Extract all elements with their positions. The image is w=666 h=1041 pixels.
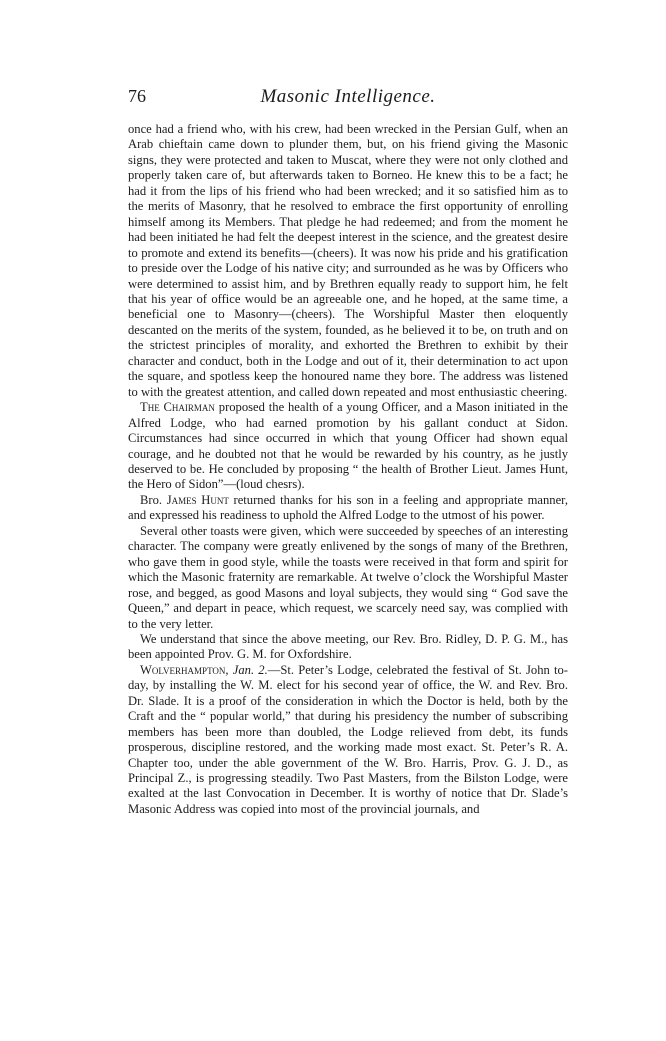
page-header [128,86,568,110]
title-prefix: Bro. [140,492,167,507]
page-number: 76 [128,86,146,106]
paragraph-text: —St. Peter’s Lodge, celebrated the festival of St. John to-day, by installing the W. M. elect for his second year of office, the W. and Rev. Bro. Dr. Slade. It is a proof of the consideration in which the Doctor is held, both by the Craft and the “ popular world,” that during his presidency the number of subscribing members has been more than doubled, the Lodge relieved from debt, its funds prosperous, discipline restored, and the working made most exact. St. Peter’s R. A. Chapter too, under the able government of the W. Bro. Harris, Prov. G. J. D., as Principal Z., is progressing steadily. Two Past Masters, from the Bilston Lodge, were exalted at the last Convocation in December. It is worthy of notice that Dr. Slade’s Masonic Address was copied into most of the provincial journals, and [128,662,568,816]
article-body [128,122,568,817]
paragraph-wolverhampton [128,663,568,818]
paragraph-text: returned thanks for his son in a feeling and appropriate manner, and expressed his readiness to uphold the Alfred Lodge to the utmost of his power. [128,492,569,523]
dateline: , Jan. 2. [225,662,268,677]
paragraph-hunt-reply [128,493,568,524]
paragraph-chairman-toast [128,400,568,493]
paragraph-text: proposed the health of a young Officer, and a Mason initiated in the Alfred Lodge, who had earned promotion by his gallant conduct at Sidon. Circumstances had since occurred in which that young Officer had shown equal courage, and he doubted not that he would be rewarded by his country, as he justly deserved to be. He concluded by proposing “ the health of Brother Lieut. James Hunt, the Hero of Sidon”—(loud chesrs). [128,400,568,492]
paragraph-speech-continuation [128,122,568,400]
speaker-name: James Hunt [166,492,229,507]
paragraph-text: once had a friend who, with his crew, had been wrecked in the Persian Gulf, when an Arab chieftain came down to plunder them, but, on his friend giving the Masonic signs, they were protected and taken to Muscat, where they were not only clothed and properly taken care of, but afterwards taken to Borneo. He knew this to be a fact; he had it from the lips of his friend who had been wrecked; and it so satisfied him as to the merits of Masonry, that he resolved to embrace the first opportunity of enrolling himself among its Members. That pledge he had redeemed; and from the moment he had been initiated he had felt the deepest interest in the science, and the greatest desire to promote and extend its benefits—(cheers). It was now his pride and his gratification to preside over the Lodge of his native city; and surrounded as he was by Officers who were determined to assist him, and by Brethren equally ready to support him, he felt that his year of office would be an agreeable one, and he hoped, at the same time, a beneficial one to Masonry—(cheers). The Worshipful Master then eloquently descanted on the merits of the system, founded, as he believed it to be, on truth and on the strictest principles of morality, and exhorted the Brethren to exhibit by their character and conduct, both in the Lodge and out of it, their determination to act upon the square, and spotless keep the honoured name they bore. The address was listened to with the greatest attention, and called down repeated and most enthusiastic cheering. [128,122,568,399]
running-head: Masonic Intelligence. [260,86,436,107]
paragraph-text: We understand that since the above meeting, our Rev. Bro. Ridley, D. P. G. M., has been appointed Prov. G. M. for Oxfordshire. [128,631,568,662]
paragraph-text: Several other toasts were given, which were succeeded by speeches of an interesting character. The company were greatly enlivened by the songs of many of the Brethren, who gave them in good style, while the toasts were received in that form and spirit for which the Masonic fraternity are remarkable. At twelve o’clock the Worshipful Master rose, and begged, as good Masons and loyal subjects, they would sing “ God save the Queen,” and depart in peace, which request, we scarcely need say, was complied with to the very letter. [128,523,568,631]
paragraph-other-toasts [128,524,568,632]
paragraph-ridley-appointment [128,632,568,663]
place-name: Wolverhampton [140,662,226,677]
speaker-name: The Chairman [140,400,215,415]
